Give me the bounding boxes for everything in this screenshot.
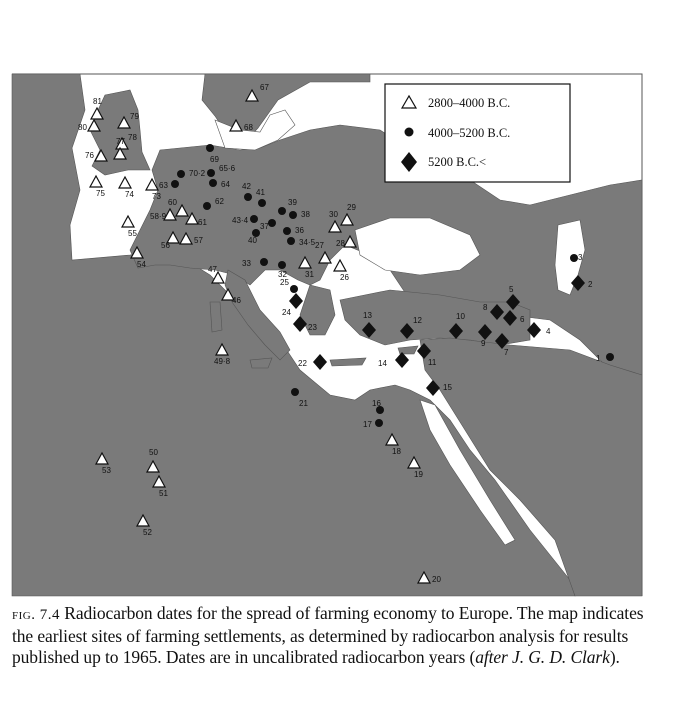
figure-caption <box>12 603 652 668</box>
site-label: 34·5 <box>299 238 316 247</box>
site-label: 42 <box>242 182 251 191</box>
site-label: 69 <box>210 155 219 164</box>
site-label: 28 <box>336 239 345 248</box>
site-label: 58·9 <box>150 212 167 221</box>
site-label: 11 <box>428 358 437 367</box>
legend-label-circle: 4000–5200 B.C. <box>428 126 511 140</box>
site-circle-marker <box>203 202 211 210</box>
site-label: 19 <box>414 470 423 479</box>
caption-fig-label: fig. 7.4 <box>12 607 60 623</box>
site-label: 57 <box>194 236 203 245</box>
site-label: 81 <box>93 97 102 106</box>
site-label: 52 <box>143 528 152 537</box>
site-circle-marker <box>244 193 252 201</box>
site-circle-marker <box>278 207 286 215</box>
site-circle-marker <box>268 219 276 227</box>
site-label: 36 <box>295 226 304 235</box>
site-circle-marker <box>177 170 185 178</box>
site-label: 79 <box>130 112 139 121</box>
site-circle-marker <box>250 215 258 223</box>
site-label: 77 <box>116 137 125 146</box>
site-label: 60 <box>168 198 177 207</box>
site-label: 78 <box>128 133 137 142</box>
site-label: 24 <box>282 308 291 317</box>
map <box>10 70 650 600</box>
site-label: 68 <box>244 123 253 132</box>
site-label: 55 <box>128 229 137 238</box>
site-label: 13 <box>363 311 372 320</box>
site-label: 47 <box>208 265 217 274</box>
site-label: 41 <box>256 188 265 197</box>
site-circle-marker <box>171 180 179 188</box>
site-circle-marker <box>290 285 298 293</box>
site-circle-marker <box>209 179 217 187</box>
caption-end: ). <box>609 647 620 667</box>
site-label: 73 <box>152 192 161 201</box>
site-label: 3 <box>578 253 583 262</box>
site-circle-marker <box>283 227 291 235</box>
site-label: 8 <box>483 303 488 312</box>
site-label: 50 <box>149 448 158 457</box>
site-label: 6 <box>520 315 525 324</box>
site-label: 43·4 <box>232 216 249 225</box>
site-label: 56 <box>161 241 170 250</box>
site-label: 65·6 <box>219 164 236 173</box>
site-label: 75 <box>96 189 105 198</box>
legend-label-diamond: 5200 B.C.< <box>428 155 487 169</box>
site-label: 63 <box>159 181 168 190</box>
site-label: 27 <box>315 241 324 250</box>
caption-text: Radiocarbon dates for the spread of farming economy to Europe. The map indicates the earliest sites of farming settlements, as determined by radiocarbon analysis for results published up to 1965. Dates are in uncalibrated radiocarbon years ( <box>12 603 644 667</box>
site-label: 61 <box>198 218 207 227</box>
site-label: 53 <box>102 466 111 475</box>
site-label: 46 <box>232 296 241 305</box>
legend-circle-icon <box>405 128 414 137</box>
site-label: 14 <box>378 359 387 368</box>
site-label: 37 <box>260 222 269 231</box>
site-label: 15 <box>443 383 452 392</box>
site-label: 64 <box>221 180 230 189</box>
site-circle-marker <box>206 144 214 152</box>
site-label: 4 <box>546 327 551 336</box>
site-label: 23 <box>308 323 317 332</box>
sardinia-landmass <box>210 302 222 332</box>
site-label: 74 <box>125 190 134 199</box>
site-label: 49·8 <box>214 357 231 366</box>
site-circle-marker <box>291 388 299 396</box>
site-label: 39 <box>288 198 297 207</box>
site-label: 18 <box>392 447 401 456</box>
site-label: 25 <box>280 278 289 287</box>
site-label: 21 <box>299 399 308 408</box>
site-circle-marker <box>260 258 268 266</box>
sicily-landmass <box>250 358 272 368</box>
site-label: 76 <box>85 151 94 160</box>
caption-credit: after J. G. D. Clark <box>475 647 610 667</box>
legend <box>385 84 570 182</box>
site-label: 33 <box>242 259 251 268</box>
site-label: 22 <box>298 359 307 368</box>
site-label: 12 <box>413 316 422 325</box>
site-label: 7 <box>504 348 509 357</box>
site-label: 38 <box>301 210 310 219</box>
site-label: 30 <box>329 210 338 219</box>
site-label: 70·2 <box>189 169 206 178</box>
site-label: 54 <box>137 260 146 269</box>
site-label: 10 <box>456 312 465 321</box>
site-label: 62 <box>215 197 224 206</box>
site-circle-marker <box>278 261 286 269</box>
site-label: 5 <box>509 285 514 294</box>
site-label: 51 <box>159 489 168 498</box>
site-label: 40 <box>248 236 257 245</box>
site-label: 26 <box>340 273 349 282</box>
site-circle-marker <box>207 169 215 177</box>
site-label: 31 <box>305 270 314 279</box>
site-label: 29 <box>347 203 356 212</box>
site-label: 9 <box>481 339 486 348</box>
site-label: 1 <box>596 354 601 363</box>
site-circle-marker <box>606 353 614 361</box>
site-label: 16 <box>372 399 381 408</box>
legend-label-triangle: 2800–4000 B.C. <box>428 96 511 110</box>
site-circle-marker <box>375 419 383 427</box>
site-label: 17 <box>363 420 372 429</box>
site-label: 32 <box>278 270 287 279</box>
site-label: 80 <box>78 123 87 132</box>
site-label: 20 <box>432 575 441 584</box>
site-label: 2 <box>588 280 593 289</box>
site-circle-marker <box>287 237 295 245</box>
site-circle-marker <box>570 254 578 262</box>
site-circle-marker <box>289 211 297 219</box>
site-circle-marker <box>258 199 266 207</box>
site-label: 67 <box>260 83 269 92</box>
